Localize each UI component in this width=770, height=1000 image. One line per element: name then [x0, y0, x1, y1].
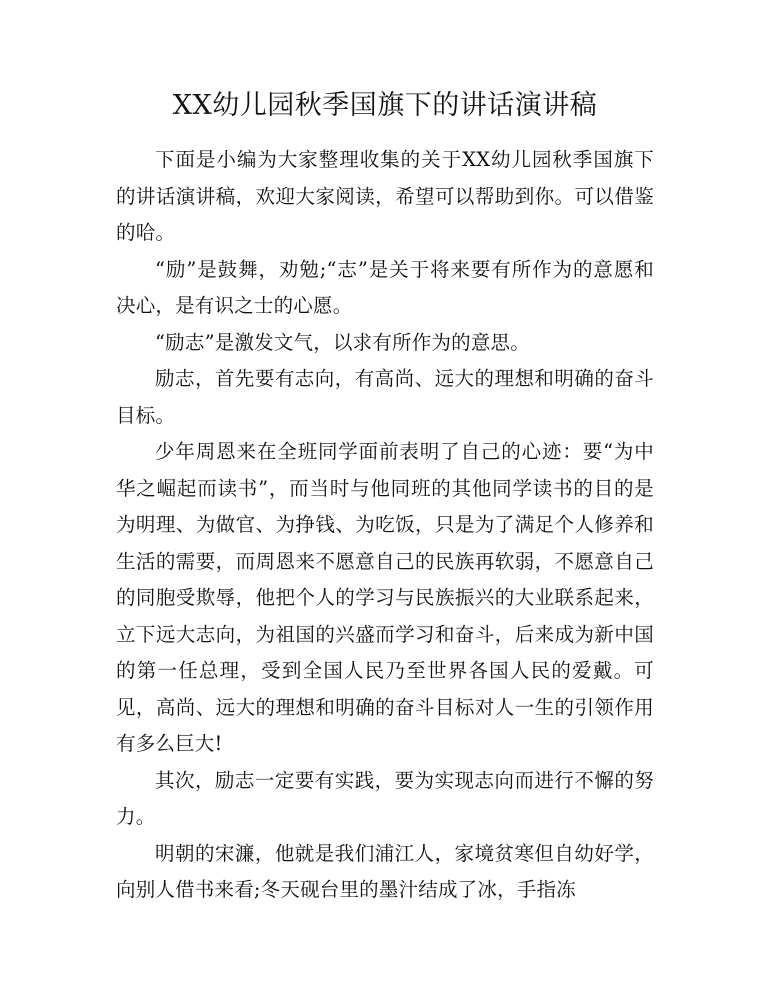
- paragraph-second-point: 其次，励志一定要有实践，要为实现志向而进行不懈的努力。: [116, 768, 654, 828]
- paragraph-intro: 下面是小编为大家整理收集的关于XX幼儿园秋季国旗下的讲话演讲稿，欢迎大家阅读，希望可以帮助到你。可以借鉴的哈。: [116, 148, 654, 244]
- document-title: XX幼儿园秋季国旗下的讲话演讲稿: [172, 90, 598, 121]
- paragraph-song-lian: 明朝的宋濂，他就是我们浦江人，家境贫寒但自幼好学，向别人借书来看;冬天砚台里的墨汁结成了冰，手指冻: [116, 841, 654, 901]
- paragraph-zhou-enlai: 少年周恩来在全班同学面前表明了自己的心迹：要“为中华之崛起而读书”，而当时与他同班的其他同学读书的目的是为明理、为做官、为挣钱、为吃饭，只是为了满足个人修养和生活的需要，而周恩来不愿意自己的民族再软弱，不愿意自己的同胞受欺辱，他把个人的学习与民族振兴的大业联系起来，立下远大志向，为祖国的兴盛而学习和奋斗，后来成为新中国的第一任总理，受到全国人民乃至世界各国人民的爱戴。可见，高尚、远大的理想和明确的奋斗目标对人一生的引领作用有多么巨大!: [116, 440, 654, 755]
- paragraph-li-definition: “励”是鼓舞，劝勉;“志”是关于将来要有所作为的意愿和决心，是有识之士的心愿。: [116, 257, 654, 317]
- paragraph-first-point: 励志，首先要有志向，有高尚、远大的理想和明确的奋斗目标。: [116, 367, 654, 427]
- paragraph-lizhi-definition: “励志”是激发文气，以求有所作为的意思。: [155, 330, 530, 354]
